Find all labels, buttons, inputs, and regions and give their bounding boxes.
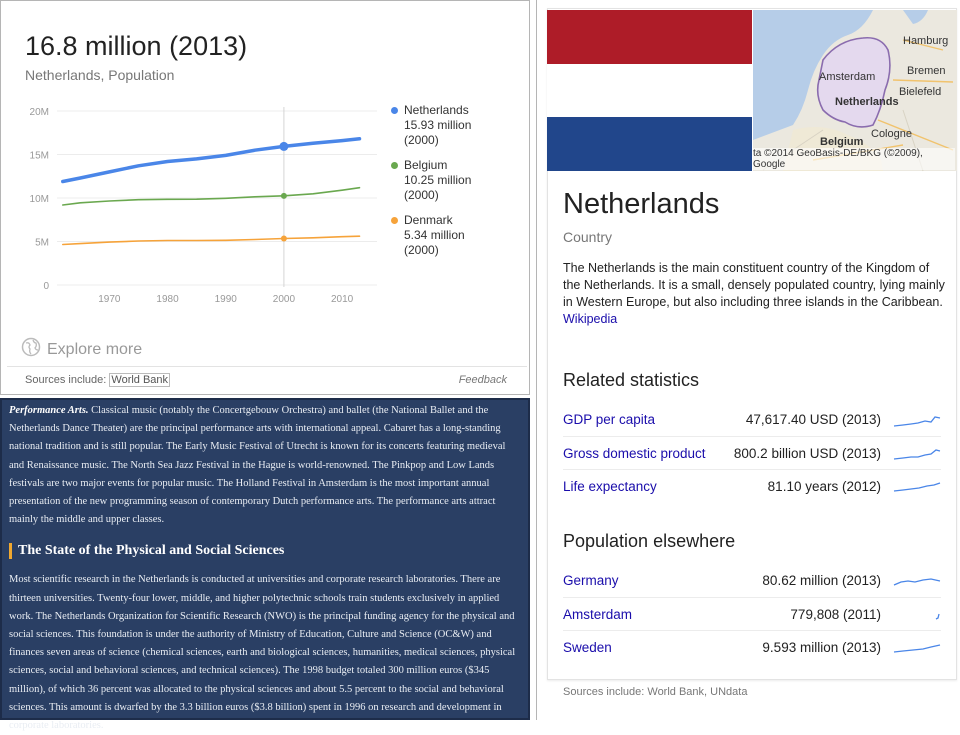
legend-series-value: 5.34 million — [404, 228, 465, 242]
article-excerpt — [0, 398, 530, 732]
population-value: 779,808 (2011) — [790, 606, 881, 622]
x-tick-label: 2000 — [272, 294, 296, 305]
entity-type: Country — [563, 229, 613, 245]
stat-row-life-expectancy[interactable] — [563, 469, 941, 502]
series-line-netherlands — [63, 139, 360, 182]
y-tick-label: 15M — [29, 150, 49, 162]
legend-series-name: Netherlands — [404, 103, 469, 117]
stat-label[interactable]: GDP per capita — [563, 412, 656, 427]
legend-series-name: Belgium — [404, 158, 448, 172]
legend-series-year: (2000) — [404, 188, 439, 202]
highlight-point-denmark — [281, 236, 287, 242]
legend-series-value: 10.25 million — [404, 173, 472, 187]
legend-series-value: 15.93 million — [404, 118, 472, 132]
explore-more-label: Explore more — [47, 340, 143, 358]
legend-item-netherlands[interactable] — [391, 103, 521, 148]
panel-sources: Sources include: World Bank, UNdata — [563, 686, 748, 698]
stat-value: 800.2 billion USD (2013) — [733, 445, 881, 461]
entity-description — [563, 260, 948, 328]
sparkline-icon — [893, 412, 941, 428]
y-tick-label: 0 — [43, 281, 49, 292]
map-label-hamburg: Hamburg — [903, 35, 949, 47]
map-label-bielefeld: Bielefeld — [899, 86, 942, 98]
map-label-cologne: Cologne — [871, 128, 912, 140]
population-value: 9.593 million (2013) — [762, 639, 881, 655]
map-label-bremen: Bremen — [907, 65, 946, 77]
stat-row-gdp-per-capita[interactable] — [563, 403, 941, 436]
sparkline-icon — [893, 606, 941, 622]
y-tick-label: 5M — [35, 237, 49, 249]
sparkline-icon — [893, 573, 941, 589]
performance-arts-paragraph — [9, 402, 522, 529]
population-label[interactable]: Sweden — [563, 639, 612, 655]
legend-item-denmark[interactable] — [391, 213, 521, 258]
chart-panel — [7, 7, 527, 367]
legend-item-belgium[interactable] — [391, 158, 521, 203]
netherlands-flag[interactable] — [547, 10, 752, 171]
y-tick-label: 10M — [29, 194, 49, 205]
population-elsewhere-list — [563, 564, 941, 663]
population-value: 80.62 million (2013) — [762, 573, 881, 588]
world-bank-link[interactable]: World Bank — [111, 374, 169, 386]
stat-label[interactable]: Life expectancy — [563, 478, 657, 494]
knowledge-panel — [536, 0, 960, 720]
x-tick-label: 1970 — [98, 294, 121, 305]
entity-title: Netherlands — [563, 188, 720, 220]
series-line-denmark — [63, 236, 360, 244]
population-row-amsterdam[interactable] — [563, 597, 941, 630]
stat-label[interactable]: Gross domestic product — [563, 445, 706, 461]
legend-series-year: (2000) — [404, 243, 439, 257]
sciences-paragraph: Most scientific research in the Netherlands is conducted at universities and corporate research laboratories. There are thirteen universities. Twenty-four lower, middle, and higher polytechnic schools train students exclusively in applied work. The Netherlands Organization for Scientific Research (NWO) is the principal funding agency for the physical and social sciences. This foundation is under the authority of Ministry of Education, Culture and Science (OC&W) and finances seven areas of science (chemical sciences, earth and biological sciences, humanities, medical sciences, physical sciences, social and behavioral sciences, and technical sciences). The 1998 budget totaled 300 million euros ($345 million), of which 36 percent was allocated to the physical sciences and about 5.5 percent to the social and behavioral sciences. This amount is dwarfed by the 3.3 billion euros ($3.8 billion) spent in 1996 on research and development in corporate laboratories. — [9, 574, 516, 732]
population-elsewhere-title: Population elsewhere — [563, 531, 736, 551]
legend-dot-netherlands — [391, 107, 398, 114]
chart-sources — [25, 374, 170, 386]
sources-prefix: Sources include: — [25, 374, 110, 386]
map-label-netherlands: Netherlands — [835, 96, 899, 108]
explore-more-button[interactable] — [21, 337, 142, 362]
highlight-point-belgium — [281, 193, 287, 199]
stat-value: 81.10 years (2012) — [767, 478, 881, 494]
sparkline-icon — [893, 478, 941, 494]
stat-row-gdp[interactable] — [563, 436, 941, 469]
sciences-heading: The State of the Physical and Social Sciences — [9, 543, 522, 559]
feedback-link[interactable]: Feedback — [458, 374, 507, 386]
related-statistics-title: Related statistics — [563, 370, 700, 390]
highlight-point-netherlands — [279, 142, 288, 151]
performance-arts-text: Classical music (notably the Concertgebouw Orchestra) and ballet (the National Ballet and the Netherlands Dance Theater) are the principal performance arts with international appeal. Cabaret has a long-standing national tradition and is still popular. The Early Music Festival of Utrecht is known for its concerts featuring medieval and Renaissance music. The North Sea Jazz Festival in the Hague is world-renowned. The Pinkpop and Low Lands festivals are two major events for popular music. The Holland Festival in Amsterdam is the most important annual presentation of the new programming season of contemporary Dutch performance arts. The performance arts attract mainly the middle and upper classes. — [9, 405, 506, 526]
description-text: The Netherlands is the main constituent country of the Kingdom of the Netherlands. It is a small, densely populated country, lying mainly in Western Europe, but also including three islands in the Caribbean. — [563, 261, 945, 309]
netherlands-map[interactable] — [753, 10, 957, 171]
chart-subtitle: Netherlands, Population — [25, 67, 175, 83]
chart-legend — [391, 103, 521, 268]
population-label[interactable]: Germany — [563, 573, 619, 588]
sparkline-icon — [893, 639, 941, 655]
series-line-belgium — [63, 188, 360, 205]
legend-dot-belgium — [391, 162, 398, 169]
population-headline: 16.8 million (2013) — [25, 31, 248, 61]
performance-arts-lead: Performance Arts. — [9, 405, 89, 416]
sparkline-icon — [893, 445, 941, 461]
legend-series-year: (2000) — [404, 133, 439, 147]
map-label-belgium: Belgium — [820, 136, 864, 148]
y-tick-label: 20M — [29, 107, 49, 118]
x-tick-label: 1990 — [214, 294, 237, 305]
x-tick-label: 1980 — [156, 294, 179, 305]
globe-icon — [21, 337, 41, 362]
related-statistics-list — [563, 403, 941, 502]
map-attribution: ta ©2014 GeoBasis-DE/BKG (©2009), Google — [753, 148, 955, 170]
stat-value: 47,617.40 USD (2013) — [745, 412, 881, 427]
population-label[interactable]: Amsterdam — [563, 606, 633, 622]
population-row-sweden[interactable] — [563, 630, 941, 663]
wikipedia-link[interactable]: Wikipedia — [563, 312, 618, 326]
population-chart-card — [0, 0, 530, 395]
legend-dot-denmark — [391, 217, 398, 224]
map-label-amsterdam: Amsterdam — [819, 71, 876, 83]
x-tick-label: 2010 — [330, 294, 354, 305]
population-row-germany[interactable] — [563, 564, 941, 597]
legend-series-name: Denmark — [404, 213, 453, 227]
